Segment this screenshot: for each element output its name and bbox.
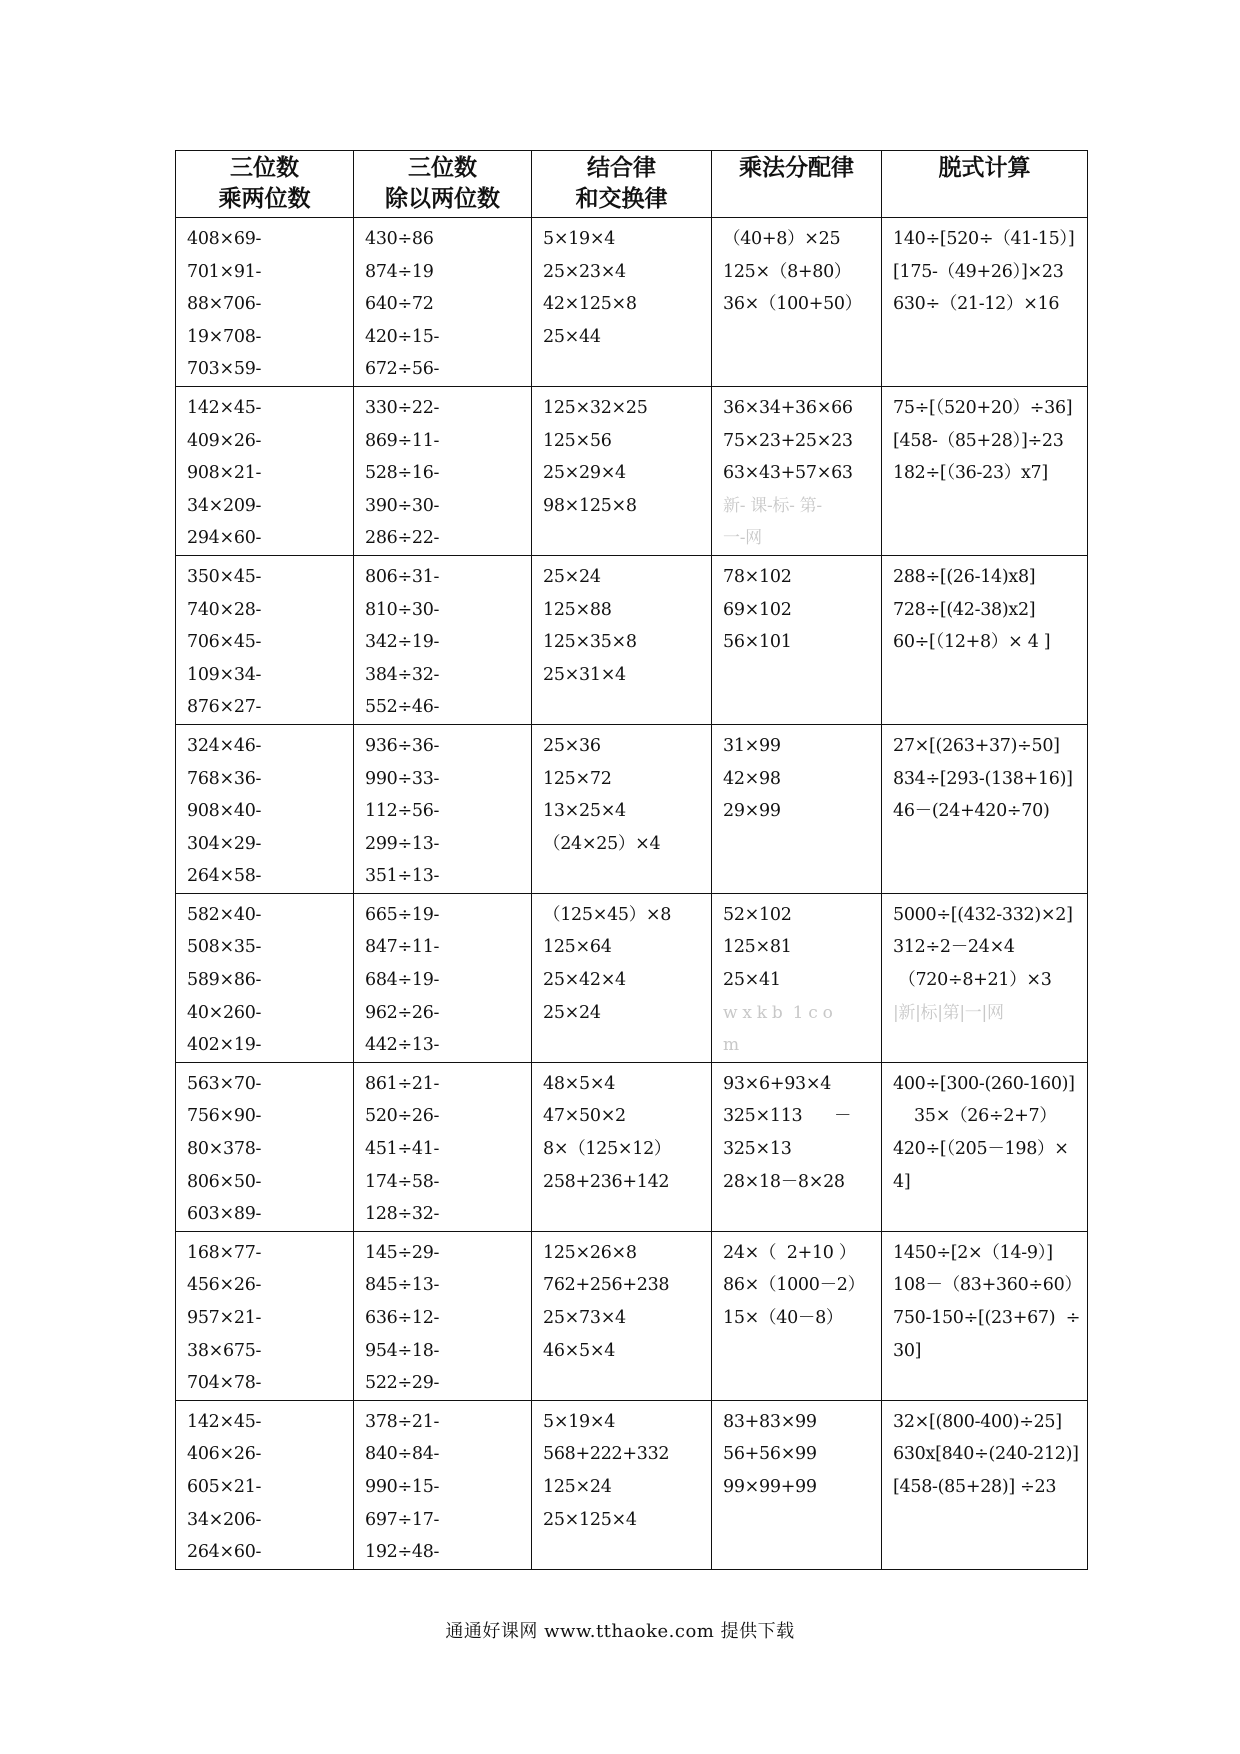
exercise-cell [176,893,354,1062]
exercise-item: 706×45- [187,632,262,653]
exercise-item: 762+256+238 [543,1275,670,1296]
exercise-item: 25×31×4 [543,664,626,685]
exercise-cell [176,724,354,893]
exercise-item: 125×72 [543,768,612,789]
exercise-item: 378÷21- [365,1411,440,1432]
exercise-item: 522÷29- [365,1373,440,1394]
exercise-item: [458-（85+28）]÷23 [893,430,1064,451]
exercise-item: 406×26- [187,1444,262,1465]
exercise-item: 806÷31- [365,566,440,587]
exercise-item: 99×99+99 [723,1476,817,1497]
exercise-item: 456×26- [187,1275,262,1296]
exercise-item: 19×708- [187,326,262,347]
exercise-item: 34×206- [187,1509,262,1530]
exercise-item: 47×50×2 [543,1106,626,1127]
exercise-row [176,218,1088,387]
exercise-item: 508×35- [187,937,262,958]
exercise-item: 845÷13- [365,1275,440,1296]
exercise-cell [712,386,882,555]
exercise-item: 701×91- [187,261,262,282]
exercise-item: 420÷15- [365,326,440,347]
watermark-text: 一-网 [723,528,762,549]
exercise-item: 80×378- [187,1139,262,1160]
exercise-row [176,724,1088,893]
exercise-item: 869÷11- [365,430,440,451]
exercise-item: 36×（100+50） [723,294,862,315]
exercise-item: 1450÷[2×（14-9）] [893,1242,1053,1263]
exercise-cell [532,555,712,724]
exercise-item: 125×35×8 [543,632,637,653]
exercise-item: 5×19×4 [543,1411,616,1432]
exercise-cell [712,218,882,387]
exercise-item: 25×24 [543,1002,601,1023]
exercise-item: 304×29- [187,833,262,854]
exercise-item: 48×5×4 [543,1073,616,1094]
exercise-item: 38×675- [187,1340,262,1361]
exercise-item: 840÷84- [365,1444,440,1465]
exercise-item: 15×（40－8） [723,1308,844,1328]
exercise-item: 834÷[293-(138+16)] [893,768,1073,789]
exercise-item: 582×40- [187,904,262,925]
exercise-item: 128÷32- [365,1204,440,1225]
exercise-item: 350×45- [187,566,262,587]
exercise-cell [354,893,532,1062]
exercise-item: 174÷58- [365,1171,440,1192]
exercise-item: 52×102 [723,904,792,925]
exercise-item: 420÷[（205－198）× [893,1139,1069,1160]
exercise-item: 810÷30- [365,599,440,620]
exercise-item: 430÷86 [365,229,434,249]
exercise-cell [176,1400,354,1569]
exercise-item: 258+236+142 [543,1171,670,1192]
exercise-item: 605×21- [187,1476,262,1497]
exercise-item: 563×70- [187,1073,262,1094]
exercise-cell [712,1400,882,1569]
exercise-row [176,1062,1088,1231]
exercise-item: 630x[840÷(240-212)] [893,1444,1079,1465]
exercise-item: 264×58- [187,866,262,887]
exercise-cell [532,218,712,387]
exercise-item: 109×34- [187,664,262,685]
exercise-item: 32×[(800-400)÷25] [893,1411,1062,1432]
exercise-item: 125×64 [543,937,612,958]
exercise-item: [175-（49+26）]×23 [893,261,1064,282]
exercise-item: 24×（ 2+10 ） [723,1242,857,1263]
exercise-item: 325×13 [723,1139,792,1160]
exercise-item: 28×18－8×28 [723,1171,845,1192]
header-col-3 [532,151,712,218]
exercise-cell [532,386,712,555]
exercise-item: 86×（1000－2） [723,1275,865,1296]
exercise-row [176,1400,1088,1569]
exercise-item: 25×125×4 [543,1509,637,1530]
exercise-cell [712,1062,882,1231]
exercise-item: 8×（125×12） [543,1139,672,1160]
exercise-item: 60÷[（12+8）× 4 ] [893,632,1051,653]
exercise-item: （125×45）×8 [543,904,672,925]
exercise-item: 75÷[（520+20）÷36] [893,397,1073,418]
header-line: 乘两位数 [218,186,311,212]
exercise-cell [712,1231,882,1400]
exercise-item: 125×24 [543,1476,612,1497]
exercise-item: 768×36- [187,768,262,789]
exercise-item: [458-(85+28)] ÷23 [893,1476,1057,1497]
exercise-item: 528÷16- [365,463,440,484]
exercise-item: 142×45- [187,397,262,418]
exercise-cell [882,893,1088,1062]
exercise-item: 42×125×8 [543,294,637,315]
exercise-cell [882,1400,1088,1569]
exercise-item: 847÷11- [365,937,440,958]
exercise-item: 756×90- [187,1106,262,1127]
exercise-item: （24×25）×4 [543,833,661,854]
exercise-item: 125×32×25 [543,397,648,418]
exercise-item: 27×[(263+37)÷50] [893,735,1060,756]
exercise-item: 29×99 [723,801,781,822]
exercise-cell [712,893,882,1062]
exercise-item: 384÷32- [365,664,440,685]
exercise-item: 552÷46- [365,697,440,718]
exercise-item: 98×125×8 [543,495,637,516]
header-line: 除以两位数 [385,186,500,212]
exercise-item: 703×59- [187,359,262,380]
exercise-item: 78×102 [723,566,792,587]
worksheet-body [176,218,1088,1570]
exercise-item: 409×26- [187,430,262,451]
exercise-cell [354,555,532,724]
exercise-cell [176,218,354,387]
exercise-item: 665÷19- [365,904,440,925]
exercise-item: 342÷19- [365,632,440,653]
exercise-item: 93×6+93×4 [723,1073,832,1094]
exercise-cell [532,893,712,1062]
exercise-item: 13×25×4 [543,801,626,822]
exercise-item: 125×81 [723,937,792,958]
exercise-item: 25×44 [543,326,601,347]
exercise-item: 30] [893,1340,922,1361]
exercise-item: 861÷21- [365,1073,440,1094]
exercise-item: 42×98 [723,768,781,789]
exercise-cell [882,724,1088,893]
exercise-cell [532,1062,712,1231]
exercise-item: 740×28- [187,599,262,620]
exercise-item: 876×27- [187,697,262,718]
exercise-item: 40×260- [187,1002,262,1023]
exercise-item: 4] [893,1171,911,1192]
exercise-item: 36×34+36×66 [723,397,853,418]
header-col-1 [176,151,354,218]
exercise-item: 351÷13- [365,866,440,887]
exercise-item: 112÷56- [365,801,440,822]
exercise-item: 5×19×4 [543,229,616,249]
exercise-item: 83+83×99 [723,1411,817,1432]
exercise-item: 312÷2－24×4 [893,937,1015,958]
exercise-row [176,386,1088,555]
exercise-item: 390÷30- [365,495,440,516]
exercise-item: （720÷8+21）×3 [893,970,1052,991]
exercise-item: 63×43+57×63 [723,463,853,484]
exercise-item: 125×88 [543,599,612,620]
exercise-item: 75×23+25×23 [723,430,853,451]
header-line: 脱式计算 [938,155,1031,181]
exercise-item: 34×209- [187,495,262,516]
exercise-item: 108－（83+360÷60） [893,1275,1082,1296]
exercise-item: 402×19- [187,1035,262,1056]
header-col-5 [882,151,1088,218]
exercise-item: 520÷26- [365,1106,440,1127]
exercise-item: 400÷[300-(260-160)] [893,1073,1075,1094]
exercise-cell [532,1231,712,1400]
exercise-item: 25×23×4 [543,261,626,282]
exercise-item: 46－(24+420÷70) [893,801,1050,822]
exercise-row [176,555,1088,724]
exercise-item: 145÷29- [365,1242,440,1263]
exercise-item: 5000÷[(432-332)×2] [893,904,1073,925]
exercise-item: 603×89- [187,1204,262,1225]
header-col-2 [354,151,532,218]
exercise-item: 294×60- [187,528,262,549]
exercise-item: 35×（26÷2+7） [893,1106,1057,1127]
exercise-item: 286÷22- [365,528,440,549]
exercise-item: 589×86- [187,970,262,991]
exercise-cell [882,218,1088,387]
exercise-item: 299÷13- [365,833,440,854]
exercise-row [176,1231,1088,1400]
exercise-item: 990÷33- [365,768,440,789]
exercise-cell [176,1231,354,1400]
exercise-cell [176,386,354,555]
exercise-item: 125×（8+80） [723,261,852,282]
exercise-item: 728÷[(42-38)x2] [893,599,1036,620]
footer-credit: 通通好课网 www.tthaoke.com 提供下载 [445,1621,795,1642]
worksheet-table [175,150,1088,1570]
exercise-item: 636÷12- [365,1308,440,1328]
exercise-cell [176,1062,354,1231]
exercise-item: 69×102 [723,599,792,620]
exercise-item: 25×41 [723,970,781,991]
exercise-item: 806×50- [187,1171,262,1192]
exercise-cell [354,386,532,555]
exercise-item: 451÷41- [365,1139,440,1160]
exercise-item: 990÷15- [365,1476,440,1497]
header-line: 乘法分配律 [739,155,854,181]
exercise-item: 442÷13- [365,1035,440,1056]
exercise-item: 640÷72 [365,294,434,315]
exercise-cell [354,1062,532,1231]
exercise-cell [712,724,882,893]
exercise-item: 25×29×4 [543,463,626,484]
exercise-cell [354,218,532,387]
exercise-item: 750-150÷[(23+67) ÷ [893,1308,1081,1328]
exercise-cell [712,555,882,724]
watermark-text: 新- 课-标- 第- [723,495,822,516]
exercise-item: 697÷17- [365,1509,440,1530]
exercise-item: （40+8）×25 [723,229,841,249]
exercise-item: 125×56 [543,430,612,451]
exercise-item: 56×101 [723,632,792,653]
watermark-text: |新|标|第|一|网 [893,1002,1004,1023]
exercise-item: 288÷[(26-14)x8] [893,566,1036,587]
exercise-row [176,893,1088,1062]
exercise-item: 630÷（21-12）×16 [893,294,1060,315]
watermark-text: m [723,1035,739,1056]
exercise-item: 25×73×4 [543,1308,626,1328]
exercise-item: 908×21- [187,463,262,484]
watermark-text: w x k b 1 c o [723,1002,833,1023]
header-line: 结合律 [587,155,656,181]
exercise-cell [882,555,1088,724]
exercise-item: 25×36 [543,735,601,756]
exercise-item: 168×77- [187,1242,262,1263]
exercise-item: 957×21- [187,1308,262,1328]
exercise-item [893,1029,1087,1062]
exercise-item: 31×99 [723,735,781,756]
exercise-item: 25×42×4 [543,970,626,991]
exercise-item: 125×26×8 [543,1242,637,1263]
exercise-cell [176,555,354,724]
exercise-item: 672÷56- [365,359,440,380]
exercise-item: 962÷26- [365,1002,440,1023]
exercise-item: 325×113 － [723,1106,852,1127]
exercise-item: 324×46- [187,735,262,756]
exercise-item: 908×40- [187,801,262,822]
header-line: 三位数 [408,155,477,181]
exercise-item: 954÷18- [365,1340,440,1361]
exercise-item: 874÷19 [365,261,434,282]
exercise-item: 568+222+332 [543,1444,670,1465]
exercise-cell [882,386,1088,555]
exercise-item: 88×706- [187,294,262,315]
exercise-item: 182÷[（36-23）x7] [893,463,1048,484]
header-line: 三位数 [230,155,299,181]
exercise-item: 936÷36- [365,735,440,756]
exercise-cell [354,724,532,893]
exercise-item: 264×60- [187,1542,262,1563]
exercise-cell [532,724,712,893]
exercise-cell [882,1062,1088,1231]
exercise-cell [354,1231,532,1400]
exercise-item: 330÷22- [365,397,440,418]
exercise-item: 704×78- [187,1373,262,1394]
header-line: 和交换律 [575,186,668,212]
exercise-cell [532,1400,712,1569]
exercise-item: 684÷19- [365,970,440,991]
exercise-item: 192÷48- [365,1542,440,1563]
exercise-item: 142×45- [187,1411,262,1432]
header-col-4 [712,151,882,218]
exercise-item: 56+56×99 [723,1444,817,1465]
header-row [176,151,1088,218]
exercise-cell [354,1400,532,1569]
exercise-item: 408×69- [187,229,262,249]
exercise-item: 140÷[520÷（41-15）] [893,229,1075,249]
exercise-item: 46×5×4 [543,1340,616,1361]
exercise-item: 25×24 [543,566,601,587]
exercise-cell [882,1231,1088,1400]
